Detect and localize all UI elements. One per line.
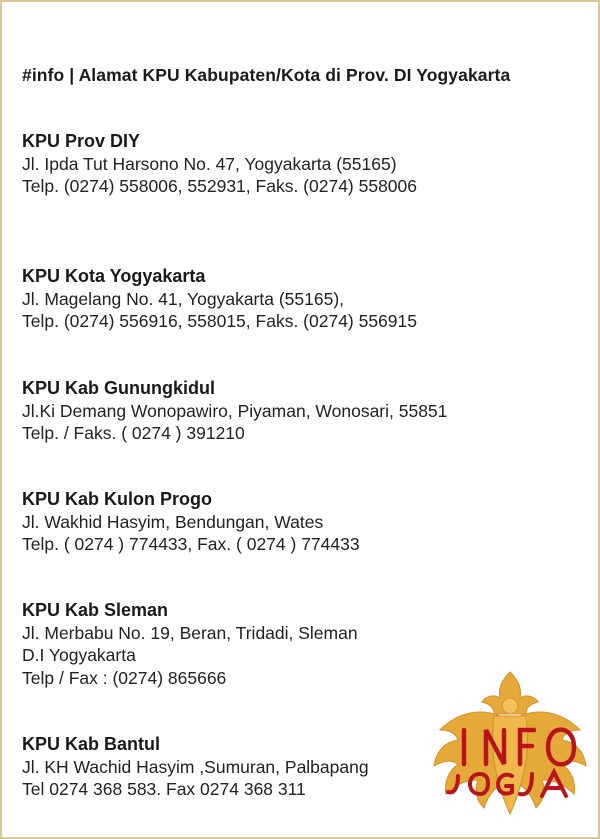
office-phone: Telp. (0274) 556916, 558015, Faks. (0274) 556915 — [22, 311, 418, 331]
page-title: #info | Alamat KPU Kabupaten/Kota di Prov. DI Yogyakarta — [22, 65, 511, 85]
office-address: Jl. Wakhid Hasyim, Bendungan, Wates — [22, 511, 324, 532]
office-address: Jl. Magelang No. 41, Yogyakarta (55165), — [22, 288, 345, 309]
office-entry — [22, 130, 522, 198]
office-name: KPU Kota Yogyakarta — [22, 266, 206, 286]
office-address: Jl. Merbabu No. 19, Beran, Tridadi, Sleman — [22, 622, 358, 643]
office-phone: Telp / Fax : (0274) 865666 — [22, 667, 227, 688]
office-phone: Telp. ( 0274 ) 774433, Fax. ( 0274 ) 774433 — [22, 534, 360, 554]
office-address: Jl.Ki Demang Wonopawiro, Piyaman, Wonosari, 55851 — [22, 400, 448, 421]
info-jogja-logo — [430, 668, 590, 820]
office-region: D.I Yogyakarta — [22, 645, 136, 665]
office-name: KPU Prov DIY — [22, 131, 141, 151]
office-phone: Tel 0274 368 583. Fax 0274 368 311 — [22, 779, 306, 799]
office-entry — [22, 488, 522, 556]
office-name: KPU Kab Gunungkidul — [22, 378, 215, 398]
office-phone: Telp. / Faks. ( 0274 ) 391210 — [22, 423, 245, 443]
office-name: KPU Kab Sleman — [22, 600, 169, 620]
office-address: Jl. KH Wachid Hasyim ,Sumuran, Palbapang — [22, 756, 369, 777]
office-name: KPU Kab Kulon Progo — [22, 489, 212, 509]
office-entry — [22, 265, 522, 333]
office-name: KPU Kab Bantul — [22, 734, 161, 754]
office-phone: Telp. (0274) 558006, 552931, Faks. (0274) 558006 — [22, 176, 418, 196]
office-entry — [22, 377, 522, 445]
office-address: Jl. Ipda Tut Harsono No. 47, Yogyakarta (55165) — [22, 153, 397, 174]
